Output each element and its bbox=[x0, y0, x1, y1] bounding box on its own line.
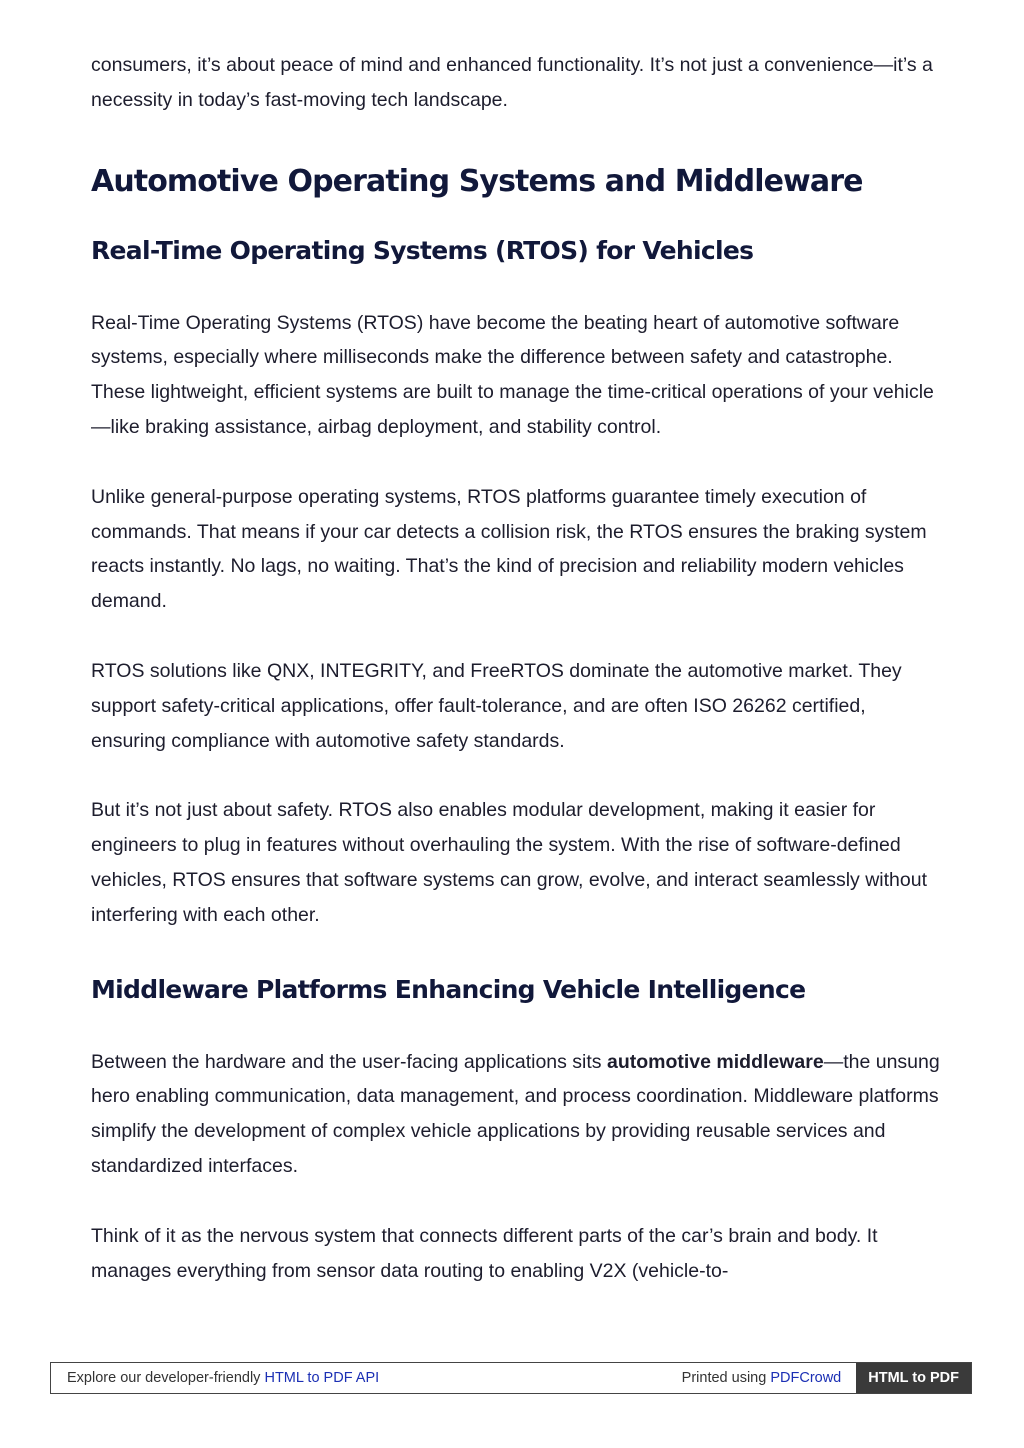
html-to-pdf-api-link[interactable]: HTML to PDF API bbox=[264, 1370, 380, 1386]
rtos-heading: Real-Time Operating Systems (RTOS) for Vehicles bbox=[91, 235, 754, 265]
middleware-paragraph-1 bbox=[91, 1045, 941, 1184]
rtos-paragraph-4: But it’s not just about safety. RTOS also enables modular development, making it easier for engineers to plug in features without overhauling the system. With the rise of software-defined vehicles, RTOS ensures that software systems can grow, evolve, and interact seamlessly without interfering with each other. bbox=[91, 799, 927, 926]
footer-explore-text: Explore our developer-friendly bbox=[67, 1370, 265, 1386]
footer-explore bbox=[51, 1370, 682, 1386]
middleware-heading: Middleware Platforms Enhancing Vehicle Intelligence bbox=[91, 974, 806, 1004]
pdfcrowd-link[interactable]: PDFCrowd bbox=[770, 1370, 842, 1386]
rtos-paragraph-1: Real-Time Operating Systems (RTOS) have become the beating heart of automotive software systems, especially where milliseconds make the difference between safety and catastrophe. These lightweight, efficient systems are built to manage the time-critical operations of your vehicle—like braking assistance, airbag deployment, and stability control. bbox=[91, 311, 934, 438]
intro-paragraph: consumers, it’s about peace of mind and enhanced functionality. It’s not just a convenience—it’s a necessity in today’s fast-moving tech landscape. bbox=[91, 54, 933, 111]
middleware-bold-term: automotive middleware bbox=[606, 1050, 824, 1073]
rtos-paragraph-2: Unlike general-purpose operating systems, RTOS platforms guarantee timely execution of commands. That means if your car detects a collision risk, the RTOS ensures the braking system reacts instantly. No lags, no waiting. That’s the kind of precision and reliability modern vehicles demand. bbox=[91, 485, 927, 613]
footer-printed-text: Printed using bbox=[681, 1370, 771, 1386]
html-to-pdf-button[interactable]: HTML to PDF bbox=[856, 1363, 971, 1393]
section-heading: Automotive Operating Systems and Middleware bbox=[91, 163, 863, 199]
middleware-paragraph-2: Think of it as the nervous system that connects different parts of the car’s brain and body. It manages everything from sensor data routing to enabling V2X (vehicle-to- bbox=[91, 1224, 878, 1282]
article-body bbox=[91, 48, 941, 1288]
footer-printed bbox=[682, 1370, 857, 1386]
middleware-p1-rest: —the unsung hero enabling communication, data management, and process coordination. Middleware platforms simplify the development of complex vehicle applications by providing reusable services and standardized interfaces. bbox=[91, 1050, 940, 1177]
middleware-p1-intro: Between the hardware and the user-facing applications sits bbox=[91, 1050, 607, 1073]
pdf-footer-bar bbox=[50, 1362, 972, 1394]
rtos-paragraph-3: RTOS solutions like QNX, INTEGRITY, and FreeRTOS dominate the automotive market. They support safety-critical applications, offer fault-tolerance, and are often ISO 26262 certified, ensuring compliance with automotive safety standards. bbox=[91, 659, 902, 752]
